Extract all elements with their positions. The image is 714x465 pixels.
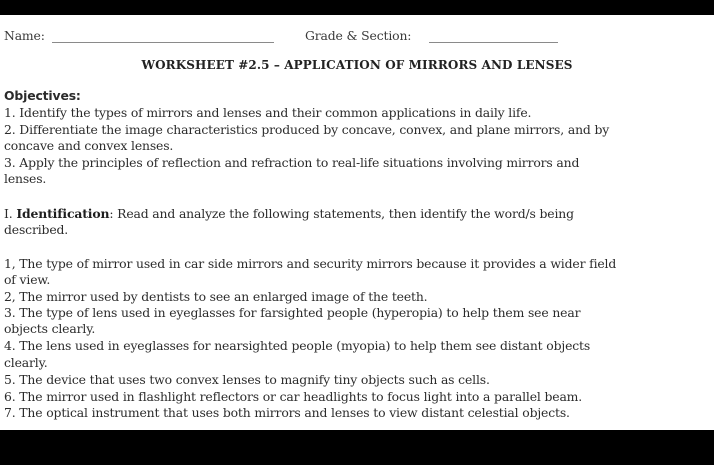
worksheet-page [0,15,714,430]
section-prefix: I. [4,206,17,221]
name-blank-line[interactable] [52,42,274,43]
item-line: 6. The mirror used in flashlight reflectors or car headlights to focus light into a parallel beam. [4,389,583,404]
section-heading: Identification [16,206,110,221]
grade-section-label: Grade & Section: [305,28,412,43]
worksheet-title: WORKSHEET #2.5 – APPLICATION OF MIRRORS AND LENSES [141,58,573,72]
item-line: 4. The lens used in eyeglasses for nearsighted people (myopia) to help them see distant objects [4,338,591,353]
section-instruction-text: : Read and analyze the following statements, then identify the word/s being [109,206,574,221]
item-line: clearly. [4,355,48,370]
item-line: 7. The optical instrument that uses both mirrors and lenses to view distant celestial objects. [4,405,570,420]
objective-line: 3. Apply the principles of reflection and refraction to real-life situations involving mirrors and [4,155,580,170]
item-line: 3. The type of lens used in eyeglasses for farsighted people (hyperopia) to help them see near [4,305,581,320]
item-line: 2, The mirror used by dentists to see an enlarged image of the teeth. [4,289,428,304]
item-line: 5. The device that uses two convex lenses to magnify tiny objects such as cells. [4,372,490,387]
objective-line: 1. Identify the types of mirrors and lenses and their common applications in daily life. [4,105,532,120]
section-identification-instruction [4,206,574,222]
item-line: of view. [4,272,51,287]
objective-line: lenses. [4,171,47,186]
section-instruction-cont: described. [4,222,69,237]
item-line: objects clearly. [4,321,96,336]
bottom-black-bar [0,430,714,465]
name-label: Name: [4,28,45,43]
objective-line: 2. Differentiate the image characteristics produced by concave, convex, and plane mirrors, and by [4,122,610,137]
grade-section-blank-line[interactable] [429,42,558,43]
objective-line: concave and convex lenses. [4,138,174,153]
item-line: 1, The type of mirror used in car side mirrors and security mirrors because it provides a wider field [4,256,617,271]
top-black-bar [0,0,714,15]
objectives-heading: Objectives: [4,88,81,103]
